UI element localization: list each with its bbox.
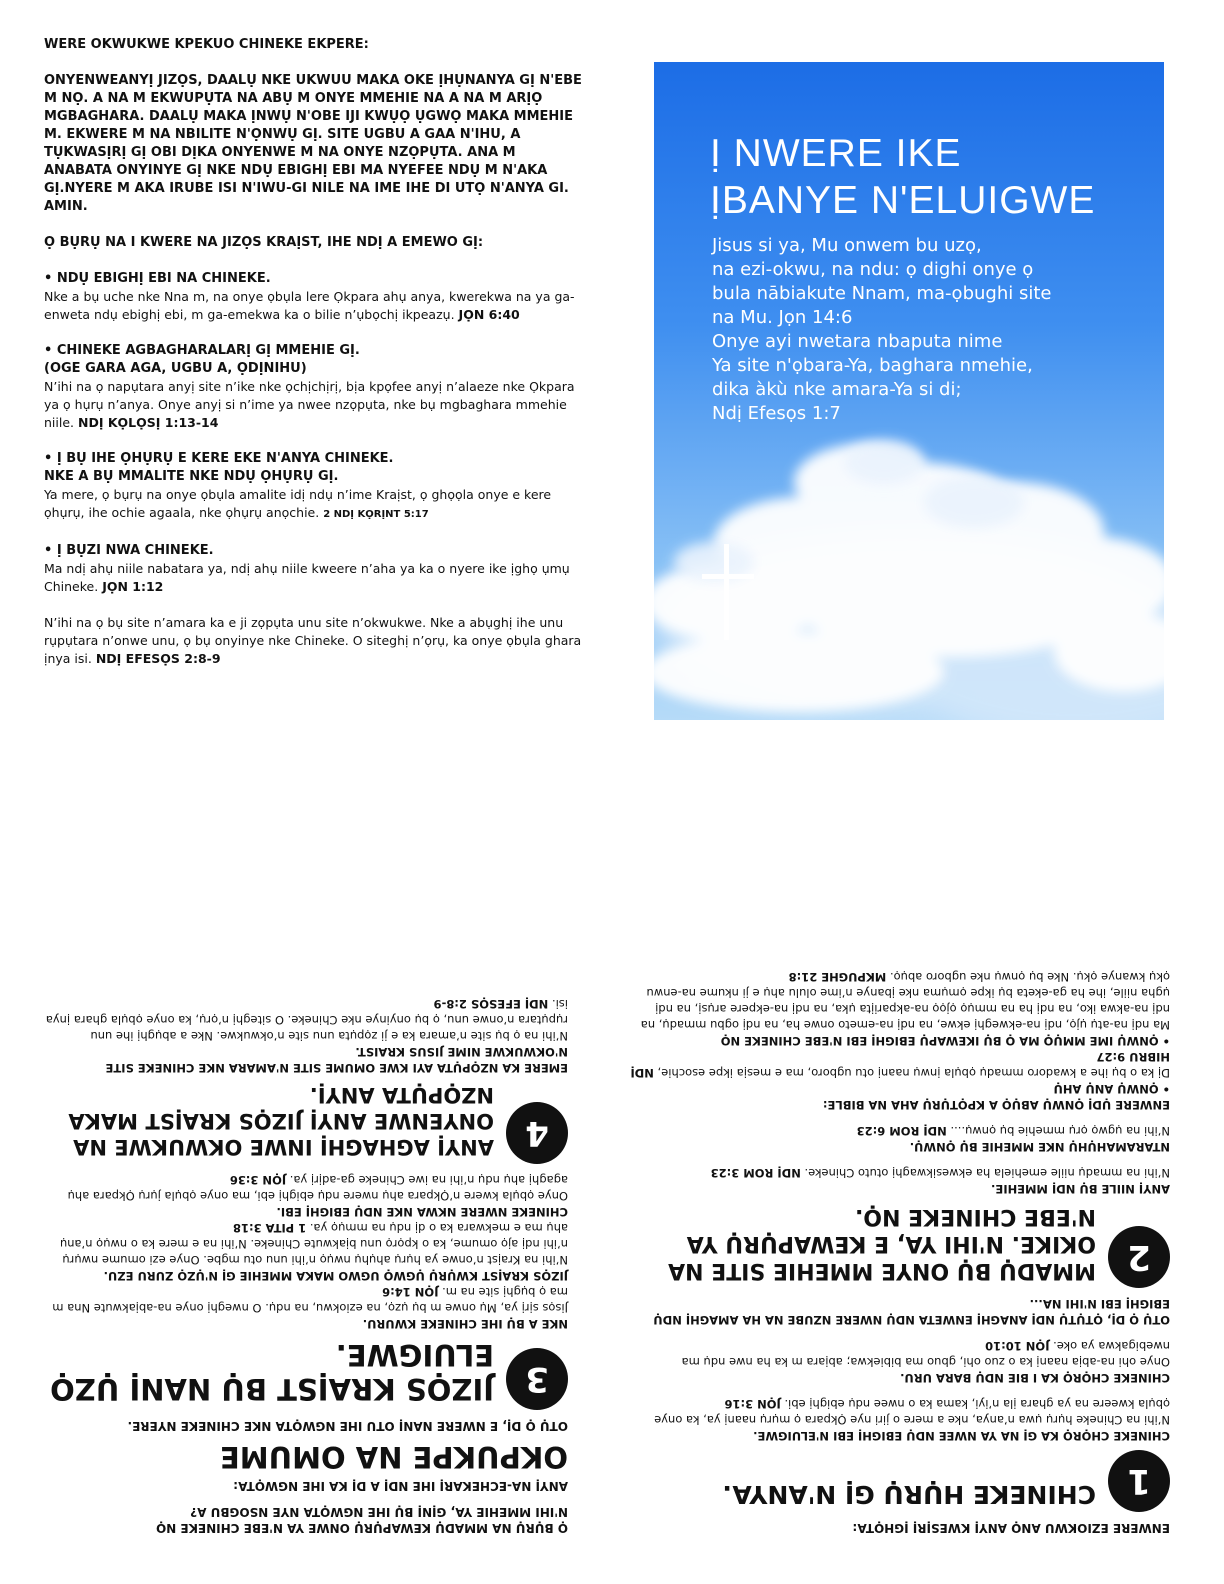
step-ref: NDỊ EFESỌS 2:8-9: [433, 997, 549, 1011]
given-heading: Ọ BỤRỤ NA I KWERE NA JIZỌS KRAỊST, IHE NDỊ A EMEWO GỊ:: [44, 235, 484, 250]
step-title: CHINEKE HỤRỤ GỊ N'ANYA.: [722, 1480, 1096, 1509]
closing-ref: NDỊ EFESỌS 2:8-9: [95, 651, 221, 666]
verse-line: Ya site n'ọbara-Ya, baghara nmehie,: [712, 355, 1033, 376]
step-ref: NDỊ ROM 3:23: [710, 1166, 801, 1180]
gospel-but: OTỤ Ọ DỊ, E NWERE NANỊ OTU IHE NGWỌTA NKE CHINEKE NYERE.: [127, 1419, 568, 1433]
cross-icon-bar: [702, 574, 754, 579]
verse-line: dika àkù nke amara-Ya si di;: [712, 379, 962, 400]
verse-line: na Mu. Jọn 14:6: [712, 307, 853, 328]
steps-intro: ENWERE EZIOKWU ANỌ ANYỊ KWESỊRỊ ỊGHỌTA:: [852, 1521, 1170, 1535]
cover-title-line: ỊBANYE N'ELUIGWE: [710, 179, 1096, 222]
step-sub: CHINEKE CHỌRỌ KA GỊ NA YA NWEE NDỤ EBIGHỊ EBI N'ELUIGWE.: [753, 1429, 1170, 1443]
step-verse: Onye ọbụla kwere n’Ọkpara ahụ nwere ndụ ebighị ebi, ma onye ọbụla jụrụ Ọkpara ahụ agaghị ahụ ndụ n’ihi na iwe Chineke ga-adịrị ya. JỌN 3:36: [67, 1173, 568, 1203]
verse-line: Ndị Efesọs 1:7: [712, 403, 841, 424]
step-sub: NKE A BỤ IHE CHINEKE KWURU.: [362, 1317, 568, 1331]
step-verse: Onye ohi na-abịa naanị ka o zuo ohi, gbuo ma bibiekwa; abịara m ka ha nwe ndụ ma nwebigakwa ya oke. JỌN 10:10: [681, 1339, 1170, 1369]
step-verse: N’ihi na mmadụ niile emehiela ha ekwesikwaghị otuto Chineke. NDỊ ROM 3:23: [710, 1166, 1170, 1180]
step-ref: JỌN 10:10: [985, 1339, 1050, 1353]
step-ref: 1 PITA 3:18: [233, 1221, 307, 1235]
step-sub: CHINEKE CHỌRỌ KA I BIE NDỤ BARA URU.: [900, 1371, 1170, 1385]
step-ref: MKPUGHE 21:8: [788, 970, 887, 984]
prayer-heading: WERE OKWUKWE KPEKUO CHINEKE EKPERE:: [44, 37, 369, 52]
point-heading: • NDỤ EBIGHỊ EBI NA CHINEKE.: [44, 271, 271, 286]
steps-panel: [630, 836, 1170, 1536]
step-ref: JỌN 14:6: [382, 1285, 439, 1299]
verse-line: Onye ayi nwetara nbaputa nime: [712, 331, 1003, 352]
step-number-badge: 4: [506, 1102, 568, 1164]
point-verse: Ma ndị ahụ niile nabatara ya, ndị ahụ niile kweere n’aha ya ka o nyere ike ịghọ ụmụ Chineke. JỌN 1:12: [44, 561, 570, 594]
gospel-panel: [44, 836, 568, 1536]
step-verse: Jisọs sịrị ya, Mụ onwe m bụ ụzọ, na eziokwu, na ndụ. O nweghị onye na-abịakwute Nna m ma ọ bụghị site na m. JỌN 14:6: [52, 1285, 568, 1315]
point-verse: N’ihi na ọ napụtara anyị site n’ike nke ọchịchịrị, bịa kpọfee anyị n’alaeze nke Ọkpara ya ọ hụrụ n’anya. Onye anyị si n’ime ya nwee nzọpụta, nke bụ mgbaghara mmehie niile. NDỊ KỌLỌSỊ 1:13-14: [44, 379, 575, 430]
cover-title-line: Ị NWERE IKE: [710, 132, 962, 175]
verse-line: bula nābiakute Nnam, ma-ọbughi site: [712, 283, 1052, 304]
cover-panel: [654, 62, 1164, 720]
step-1: [630, 1450, 1170, 1512]
step-3: [44, 1338, 568, 1410]
closing-verse: N’ihi na ọ bụ site n’amara ka e ji zọpụta unu site n’okwukwe. Nke a abụghị ihe unu rụpụtara n’onwe unu, ọ bụ onyinye nke Chineke. O siteghị n’ọrụ, ka onye ọbụla ghara ịnya isi. NDỊ EFESỌS 2:8-9: [44, 615, 582, 666]
step-sub: EMERE KA NZỌPỤTA AYI KWE OMUME SITE N'AMARA NKE CHINEKE SITE N'OKWUKWE NIME JISUS KRAIST.: [105, 1045, 568, 1075]
death-heading: • ỌNWỤ IME MMỤỌ MA Ọ BỤ IKEWAPỤ EBIGHỊ EBI N'EBE CHINEKE NỌ: [720, 1034, 1170, 1048]
step-title: MMADỤ BỤ ONYE MMEHIE SITE NA OKIKE. N'IHI YA, E KEWAPỤRỤ YA N'EBE CHINEKE NỌ.: [668, 1204, 1096, 1283]
cross-icon: [724, 544, 729, 640]
step-verse: N’ihi na Chineke hụrụ ụwa n’anya, nke a mere o jiri nye Ọkpara ọ mụrụ naanị ya, ka onye ọbụla kweere na ya ghara ịla n’iyi, kama ka o nwee ndụ ebighị ebi. JỌN 3:16: [654, 1397, 1170, 1427]
step-ref: JỌN 3:16: [724, 1397, 781, 1411]
step-title: JIZỌS KRAỊST BỤ NANỊ ỤZỌ ELUIGWE.: [50, 1338, 494, 1406]
point-verse: Ya mere, ọ bụrụ na onye ọbụla amalite idị ndụ n’ime Kraịst, ọ ghọọla onye e kere ọhụrụ, ihe ochie agaala, nke ọhụrụ anọchie. 2 NDỊ KỌRỊNT 5:17: [44, 487, 552, 520]
point-ref: 2 NDỊ KỌRỊNT 5:17: [323, 509, 429, 520]
verse-line: Jisus si ya, Mu onwem bu uzọ,: [712, 235, 982, 256]
prayer-panel: [44, 36, 584, 736]
step-verse: N’ihi na ụgwọ ọrụ mmehie bụ ọnwụ.... NDỊ ROM 6:23: [856, 1124, 1170, 1138]
point-heading: • Ị BỤZI NWA CHINEKE.: [44, 543, 214, 558]
step-ref: NDỊ ROM 6:23: [856, 1124, 947, 1138]
step-sub: OTỤ Ọ DỊ, ỌTỤTỤ NDỊ ANAGHỊ ENWETA NDỤ NWERE NZUBE NA HA AMAGHỊ NDỤ EBIGHỊ EBI N'IHI NA...: [653, 1297, 1170, 1327]
step-number-badge: 3: [506, 1348, 568, 1410]
step-sub: ENWERE ỤDỊ ỌNWỤ ABỤỌ A KPỌTỤRỤ AHA NA BIBLE:: [822, 1098, 1170, 1112]
gospel-intro: Ọ BỤRỤ NA MMADỤ KEWAPỤRỤ ONWE YA N'EBE CHINEKE NỌ: [156, 1521, 568, 1535]
step-verse: N’ihi na Kraịst n’onwe ya hụrụ ahụhụ nwụọ n’ihi unu otu mgbe. Onye ezi omume nwụrụ n’ihi ndị ajọ omume, ka o kpọrọ unu bịakwute Chineke. N’ihi na e mere ka o nwụọ n’anụ ahụ ma e mekwara ka o dị ndụ na mmụọ ya. 1 PITA 3:18: [59, 1221, 568, 1267]
point-subheading: NKE A BỤ MMALITE NKE NDỤ ỌHỤRỤ GỊ.: [44, 469, 339, 484]
step-ref: JỌN 3:36: [229, 1173, 287, 1187]
gospel-big-title: OKPUKPE NA OMUME: [219, 1440, 568, 1474]
point-ref: JỌN 1:12: [102, 579, 164, 594]
verse-line: na ezi-okwu, na ndu: ọ dighi onye ọ: [712, 259, 1034, 280]
point-ref: NDỊ KỌLỌSỊ 1:13-14: [78, 415, 219, 430]
step-sub: CHINEKE NWERE NKWA NKE NDỤ EBIGHỊ EBI.: [276, 1205, 568, 1219]
prayer-text: ONYENWEANYỊ JIZỌS, DAALỤ NKE UKWUU MAKA OKE ỊHỤNANYA GỊ N'EBE M NỌ. A NA M EKWUPỤTA NA ABỤ M ONYE MMEHIE NA A NA M ARỊỌ MGBAGHARA. DAALỤ MAKA ỊNWỤ N'OBE IJI KWỤỌ ỤGWỌ MAKA MMEHIE M. EKWERE M NA NBILITE N'ỌNWỤ GỊ. SITE UGBU A GAA N'IHU, A TỤKWASỊRỊ GỊ OBI DỊKA ONYENWE M NA ONYE NZỌPỤTA. ANA M ANABATA ONYINYE GỊ NKE NDỤ EBIGHỊ EBI MA NYEFEE NDỤ M N'AKA GỊ.NYERE M AKA IRUBE ISI N'IWU-GI NILE NA IME IHE DI UTỌ N'ANYA GI. AMIN.: [44, 73, 582, 214]
death-heading: • ỌNWỤ ANỤ AHỤ: [1053, 1082, 1170, 1096]
cover-title: [710, 130, 1140, 224]
step-title: ANYỊ AGHAGHỊ INWE OKWUKWE NA ONYENWE ANYỊ JIZỌS KRAỊST MAKA NZỌPỤTA ANYỊ.: [68, 1083, 494, 1159]
gospel-need: ANYỊ NA-ECHEKARỊ IHE NDỊ A DỊ KA IHE NGWỌTA:: [233, 1479, 568, 1493]
point-heading: • CHINEKE AGBAGHARALARỊ GỊ MMEHIE GỊ.: [44, 343, 360, 358]
gospel-intro: N'IHI MMEHIE YA, GỊNỊ BỤ IHE NGWỌTA NYE NSOGBU A?: [190, 1505, 568, 1519]
point-heading: • Ị BỤ IHE ỌHỤRỤ E KERE EKE N'ANYA CHINEKE.: [44, 451, 394, 466]
step-2: [630, 1203, 1170, 1288]
step-verse: N’ihi na ọ bụ site n’amara ka e ji zọpụta unu site n’okwukwe. Nke a abụghị ihe unu rụpụtara n’onwe unu, ọ bụ onyinye nke Chineke. O siteghị n’ọrụ, ka onye ọbụla ghara ịnya isi. NDỊ EFESỌS 2:8-9: [45, 997, 568, 1043]
point-ref: JỌN 6:40: [458, 307, 520, 322]
step-sub: ANYỊ NIILE BỤ NDỊ MMEHIE.: [991, 1182, 1170, 1196]
point-subheading: (OGE GARA AGA, UGBU A, ỌDỊNIHU): [44, 361, 307, 376]
step-verse: Dị ka o bụ ihe a kwadoro mmadụ ọbụla ịnwụ naanị otu ugboro, ma e mesịa ikpe esochie, NDỊ HIBRU 9:27: [630, 1050, 1170, 1080]
point-verse: Nke a bụ uche nke Nna m, na onye ọbụla lere Ọkpara ahụ anya, kwerekwa na ya ga-enweta ndụ ebighị ebi, m ga-emekwa ka o bilie n’ụbọchị ikpeazụ. JỌN 6:40: [44, 289, 575, 322]
step-number-badge: 2: [1108, 1226, 1170, 1288]
step-ref: NDỊ HIBRU 9:27: [630, 1050, 1170, 1080]
step-number-badge: 1: [1108, 1450, 1170, 1512]
step-sub: NTARAMAHỤHỤ NKE MMEHIE BỤ ỌNWỤ.: [909, 1140, 1170, 1154]
step-sub: JIZỌS KRAỊST KWỤRỤ ỤGWỌ UGWO MAKA MMEHIE GỊ N'ỤZỌ ZURU EZU.: [103, 1269, 568, 1283]
cover-verse: [712, 234, 1132, 426]
step-4: [44, 1082, 568, 1164]
step-verse: Ma ndị na-atụ ụjọ, ndị na-ekweghị ekwe, na ndị na-emeto onwe ha, na ndị ogbu mmadụ, na ndị na-akwa iko, na ndị ha na mmụọ ọjọọ na-akpariịta ụka, na ndị na-ekpere arụsị, na ndị ụgha niile, ihe ha ga-eketa bụ ikpe ọmụma nke ịbanye n’ime olulu ahụ e ji nkume na-enwu ọkụ kwanye ọkụ. Nke bụ ọnwụ nke ugboro abụọ. MKPUGHE 21:8: [640, 970, 1170, 1032]
